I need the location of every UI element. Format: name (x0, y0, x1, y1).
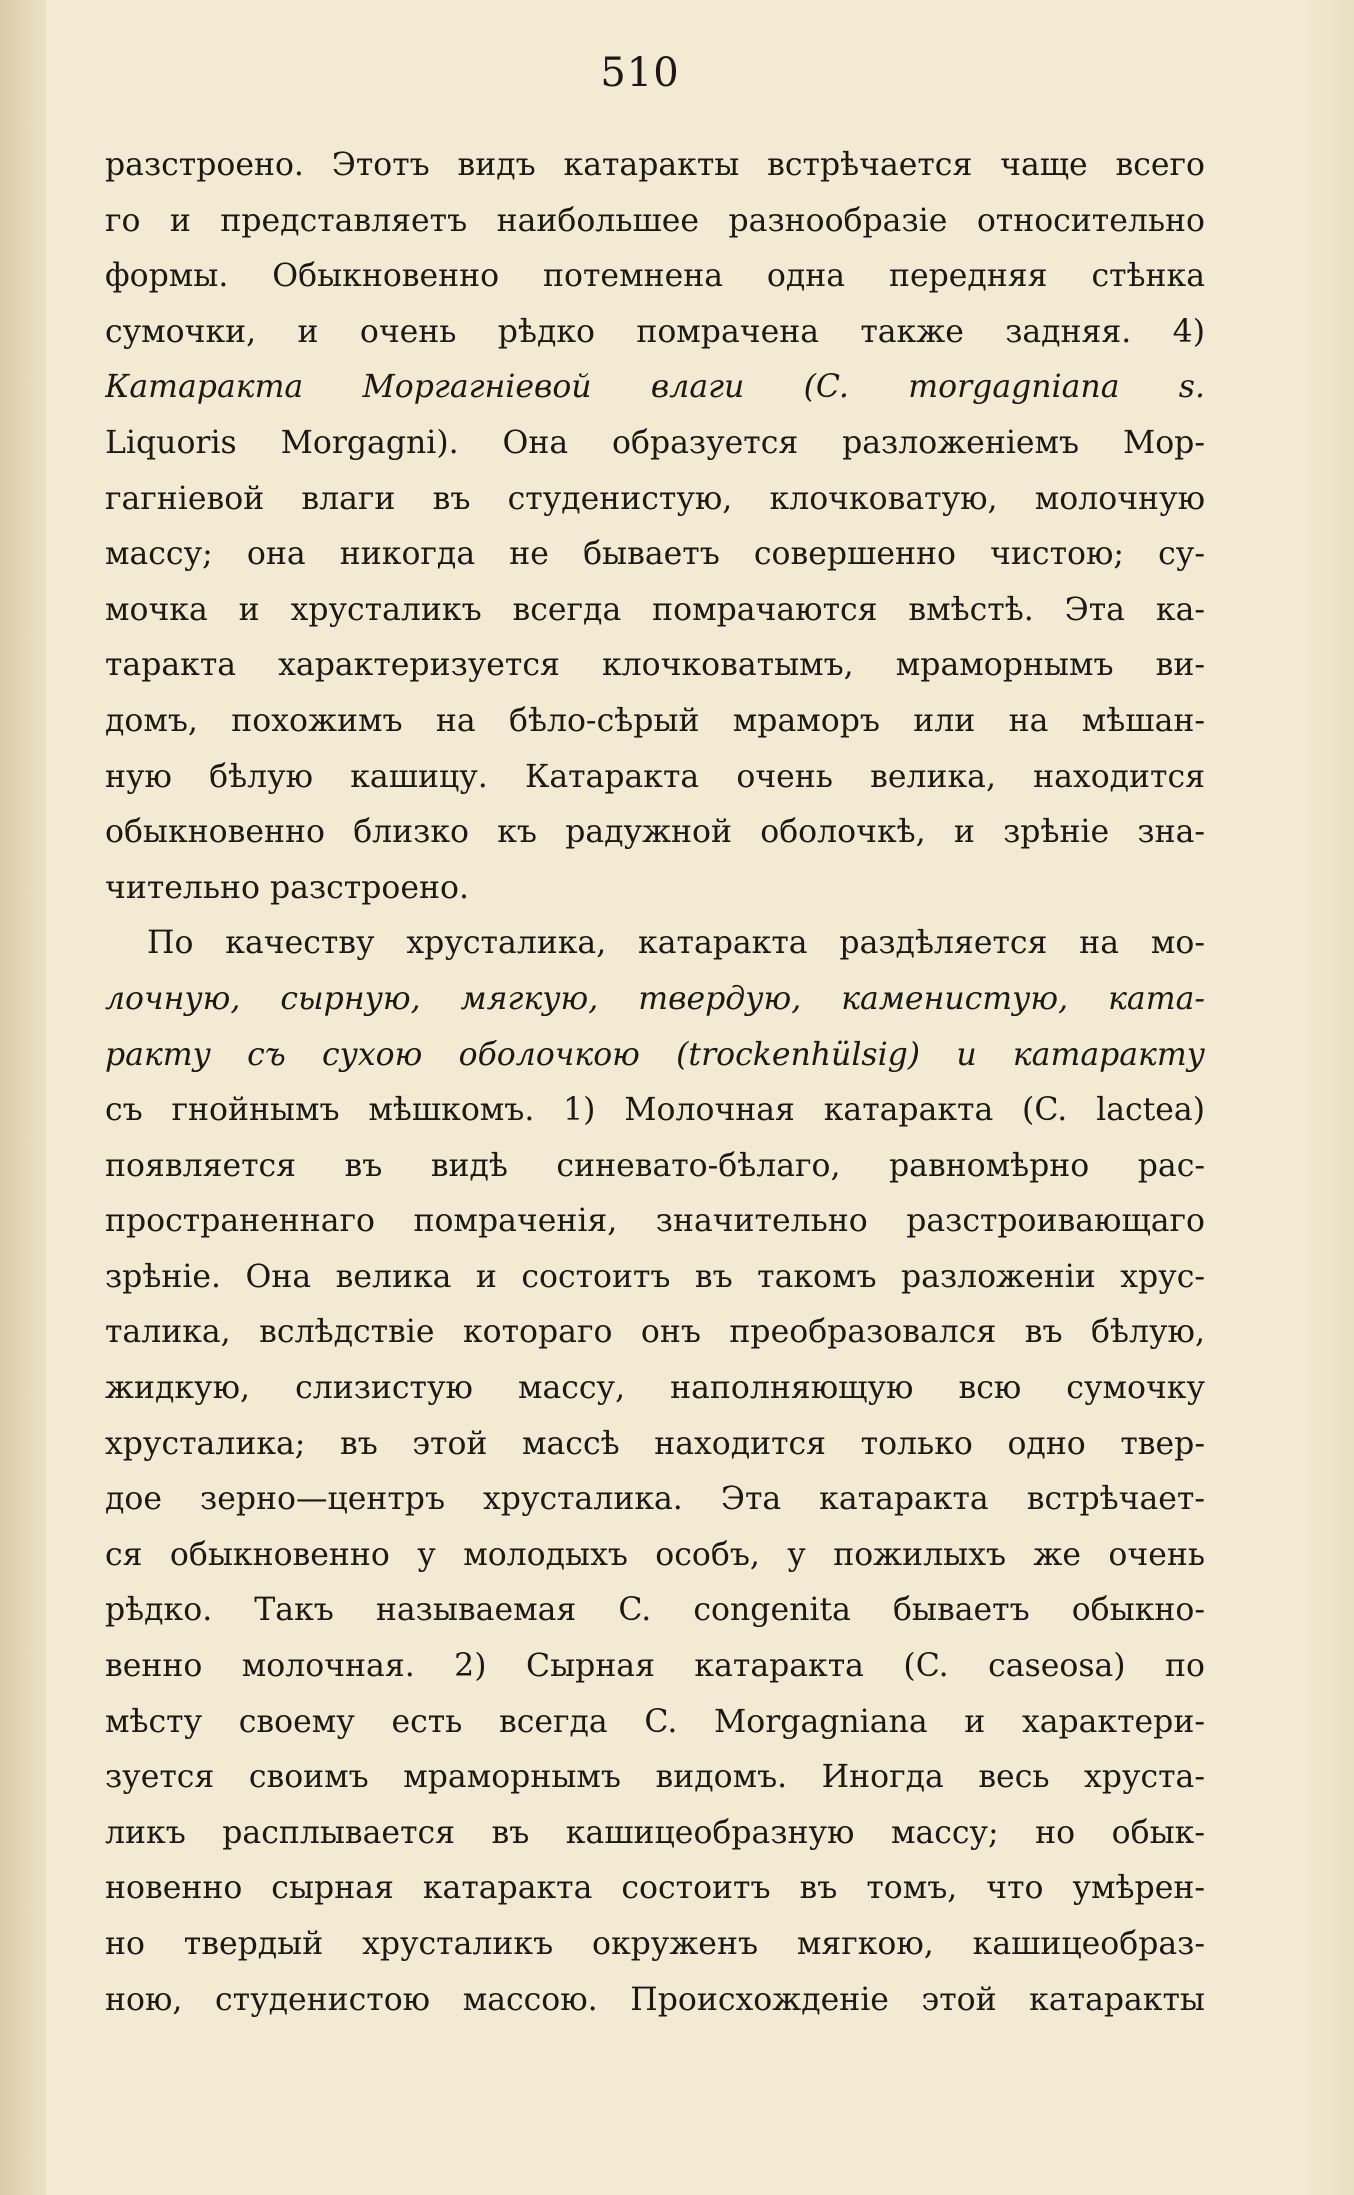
text-line: лочную, сырную, мягкую, твердую, каменистую, ката- (105, 980, 1205, 1017)
page-spine-shadow (0, 0, 46, 2195)
text-line: домъ, похожимъ на бѣло-сѣрый мраморъ или на мѣшан- (105, 702, 1205, 739)
text-line: формы. Обыкновенно потемнена одна передняя стѣнка (105, 258, 1205, 295)
text-line: чительно разстроено. (105, 869, 469, 906)
text-line: го и представляетъ наибольшее разнообразіе относительно (105, 202, 1205, 239)
text-line: зрѣніе. Она велика и состоитъ въ такомъ разложеніи хрус- (105, 1258, 1205, 1295)
text-line: пространеннаго помраченія, значительно разстроивающаго (105, 1203, 1205, 1240)
text-line: рѣдко. Такъ называемая C. congenita бываетъ обыкно- (105, 1592, 1205, 1629)
text-line: мѣсту своему есть всегда C. Morgagniana и характери- (105, 1703, 1205, 1740)
text-line: Liquoris Morgagni). Она образуется разложеніемъ Мор- (105, 424, 1205, 461)
text-line: венно молочная. 2) Сырная катаракта (C. caseosa) по (105, 1648, 1205, 1685)
text-line: дое зерно—центръ хрусталика. Эта катаракта встрѣчает- (105, 1481, 1205, 1518)
text-line: таракта характеризуется клочковатымъ, мраморнымъ ви- (105, 647, 1205, 684)
text-line: ную бѣлую кашицу. Катаракта очень велика, находится (105, 758, 1205, 795)
text-line: зуется своимъ мраморнымъ видомъ. Иногда весь хруста- (105, 1759, 1205, 1796)
text-line: массу; она никогда не бываетъ совершенно чистою; су- (105, 536, 1205, 573)
text-line: ракту съ сухою оболочкою (trockenhülsig) и катаракту (105, 1036, 1205, 1073)
text-line: но твердый хрусталикъ окруженъ мягкою, кашицеобраз- (105, 1926, 1205, 1962)
text-line: ликъ расплывается въ кашицеобразную массу; но обык- (105, 1814, 1205, 1851)
text-line: Катаракта Моргагніевой влаги (C. morgagniana s. (105, 369, 1205, 406)
body-text (105, 138, 1205, 2028)
text-line: ся обыкновенно у молодыхъ особъ, у пожилыхъ же очень (105, 1536, 1205, 1573)
paragraph-first-line: По качеству хрусталика, катаракта раздѣляется на мо- (147, 925, 1205, 962)
text-line: съ гнойнымъ мѣшкомъ. 1) Молочная катаракта (C. lactea) (105, 1092, 1205, 1129)
text-line: гагніевой влаги въ студенистую, клочковатую, молочную (105, 480, 1205, 517)
text-line: появляется въ видѣ синевато-бѣлаго, равномѣрно рас- (105, 1147, 1205, 1184)
text-line: талика, вслѣдствіе котораго онъ преобразовался въ бѣлую, (105, 1314, 1205, 1351)
text-line: жидкую, слизистую массу, наполняющую всю сумочку (105, 1370, 1205, 1407)
text-line: сумочки, и очень рѣдко помрачена также задняя. 4) (105, 313, 1205, 350)
text-line: ною, студенистою массою. Происхожденіе этой катаракты (105, 1981, 1205, 2018)
page-number: 510 (600, 50, 680, 96)
text-line: хрусталика; въ этой массѣ находится только одно твер- (105, 1425, 1205, 1462)
text-line: обыкновенно близко къ радужной оболочкѣ, и зрѣніе зна- (105, 814, 1205, 851)
text-line: мочка и хрусталикъ всегда помрачаются вмѣстѣ. Эта ка- (105, 591, 1205, 628)
text-line: разстроено. Этотъ видъ катаракты встрѣчается чаще всего (105, 147, 1205, 183)
text-line: новенно сырная катаракта состоитъ въ томъ, что умѣрен- (105, 1870, 1205, 1907)
